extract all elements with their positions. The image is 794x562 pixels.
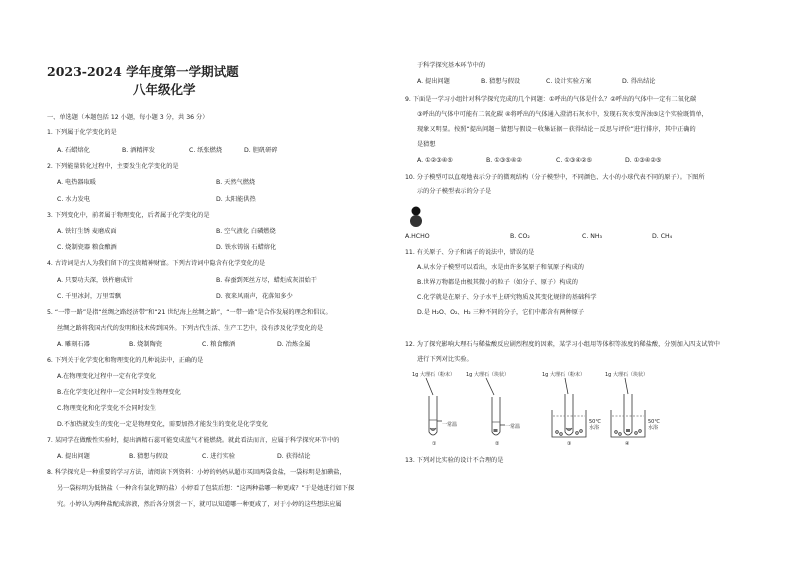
tube4-condition: 50℃ 水浴 [648, 419, 660, 431]
q7-option-c: C. 进行实验 [202, 453, 236, 460]
tube3-condition: 50℃ 水浴 [589, 419, 601, 431]
q4-option-b: B. 春蚕到死丝方尽，蜡炬成灰泪始干 [216, 277, 317, 284]
q3-stem: 3. 下列变化中，前者属于物理变化，后者属于化学变化的是 [47, 212, 210, 219]
q8-option-c: C. 设计实验方案 [546, 78, 592, 85]
q13-stem: 13. 下列对比实验的设计不合理的是 [405, 457, 504, 464]
q5-stem-line2: 丝绸之路将我国古代的发明和技术传到国外。下列古代生活、生产工艺中，没有涉及化学变化的是 [57, 325, 324, 332]
q3-option-b: B. 空气液化 白磷燃烧 [216, 228, 276, 235]
tube3-label: 1g 大理石（粉末） [542, 372, 585, 378]
q4-option-a: A. 只要功夫深，铁杵磨成针 [57, 277, 134, 284]
q8-option-b: B. 猜想与假设 [481, 78, 521, 85]
q2-option-d: D. 太阳能供热 [216, 196, 256, 203]
q11-stem: 11. 有关原子、分子和离子的说法中，错误的是 [405, 249, 535, 256]
q4-option-c: C. 千里冰封，万里雪飘 [57, 293, 121, 300]
q6-stem: 6. 下列关于化学变化和物理变化的几种说法中，正确的是 [47, 357, 204, 364]
q2-option-b: B. 天然气燃烧 [216, 179, 256, 186]
q2-option-c: C. 水力发电 [57, 196, 91, 203]
q10-option-c: C. NH₃ [582, 233, 603, 240]
q7-option-d: D. 获得结论 [277, 453, 311, 460]
q5-stem-line1: 5. “一带一路”是指“丝绸之路经济带”和“21 世纪海上丝绸之路”，“一带一路”是合作发展的理念和倡议。 [47, 309, 332, 316]
q2-option-a: A. 电热器取暖 [57, 179, 96, 186]
test-tube-3-water-bath [552, 378, 586, 437]
tube1-condition: 一常温 [442, 422, 458, 428]
q9-option-b: B. ①③⑤④② [486, 157, 522, 164]
q3-option-d: D. 铁水铸锅 石蜡熔化 [216, 244, 277, 251]
q6-option-d: D.不加热就发生的变化一定是物理变化，需要加热才能发生的变化是化学变化 [57, 421, 268, 428]
q6-option-a: A.在物理变化过程中一定有化学变化 [57, 373, 156, 380]
q5-option-b: B. 烧制陶瓷 [129, 341, 162, 348]
test-tube-1 [426, 378, 442, 435]
tube2-condition: 一常温 [505, 424, 521, 430]
q10-option-d: D. CH₄ [652, 233, 673, 240]
q4-stem: 4. 古诗词是古人为我们留下的宝贵精神财富。下列古诗词中隐含有化学变化的是 [47, 260, 266, 267]
q9-stem-line1: 9. 下面是一学习小组针对科学探究完成的几个问题：①呼出的气体是什么？②呼出的气体中一定有二氧化碳 [405, 96, 697, 103]
q10-stem-line1: 10. 分子模型可以直观地表示分子的微观结构（分子模型中，不同颜色、大小的小球代表不同的原子）。下图所 [405, 174, 705, 181]
q9-stem-line4: 是猜想 [417, 141, 436, 148]
q1-stem: 1. 下列属于化学变化的是 [47, 129, 117, 136]
test-tube-2 [486, 378, 505, 435]
q2-stem: 2. 下列能量转化过程中，主要发生化学变化的是 [47, 163, 179, 170]
q4-option-d: D. 夜来风雨声，花落知多少 [216, 293, 293, 300]
q11-option-d: D.是 H₂O、O₂、H₂ 三种不同的分子，它们中都含有两种原子 [417, 309, 585, 316]
tube4-number: ④ [625, 441, 630, 447]
q8-option-d: D. 得出结论 [622, 78, 656, 85]
q9-option-c: C. ①③④②⑤ [556, 157, 592, 164]
q8-stem-line3: 究。小婷认为两种盐配成溶液，然后各分别尝一下，就可以知道哪一种更咸了，对于小婷的这些想法应属 [57, 501, 342, 508]
q6-option-b: B.在化学变化过程中一定会同时发生物理变化 [57, 389, 181, 396]
q10-option-b: B. CO₂ [510, 233, 530, 240]
q9-stem-line3: 现象又明显。按照“提出问题－猜想与假设－收集证据－获得结论－反思与评价”进行排序，其中正确的 [417, 126, 696, 133]
q5-option-a: A. 雕刻石器 [57, 341, 90, 348]
exam-title: 2023-2024 学年度第一学期试题 [47, 64, 239, 79]
q1-option-b: B. 酒精挥发 [122, 147, 155, 154]
exam-subtitle: 八年级化学 [133, 82, 196, 97]
q6-option-c: C.物理变化和化学变化不会同时发生 [57, 405, 157, 412]
molecule-model-figure [410, 207, 422, 228]
q8-continued: 于科学探究基本环节中的 [417, 62, 486, 69]
tube1-label: 1g 大理石（粉末） [412, 372, 455, 378]
q8-stem-line1: 8. 科学探究是一种重要的学习方法，请阅读下列资料：小婷的妈妈从超市买回两袋食盐，一袋标明是加碘盐， [47, 469, 346, 476]
q1-option-a: A. 石蜡熔化 [57, 147, 90, 154]
q10-option-a: A.HCHO [405, 233, 430, 240]
tube1-number: ① [432, 441, 437, 447]
tube4-label: 1g 大理石（块状） [605, 372, 648, 378]
tube2-label: 1g 大理石（块状） [466, 372, 509, 378]
tube3-number: ③ [567, 441, 572, 447]
q7-stem: 7. 某同学在做酸性实验时，提出酒精石蕊可能变成蓝气才能燃烧。就此看法而言，应属于科学探究环节中的 [47, 437, 340, 444]
q11-option-c: C.化学就是在原子、分子水平上研究物质及其变化规律的基础科学 [417, 294, 597, 301]
q7-option-a: A. 提出问题 [57, 453, 90, 460]
test-tube-4-water-bath [611, 378, 645, 437]
q5-option-d: D. 冶炼金属 [277, 341, 311, 348]
q7-option-b: B. 猜想与假设 [129, 453, 169, 460]
q9-option-a: A. ①②③④⑤ [417, 157, 453, 164]
section-heading: 一、单选题（本题包括 12 小题，每小题 3 分，共 36 分） [47, 114, 209, 121]
q12-stem-line2: 进行下列对比实验。 [417, 356, 473, 363]
q3-option-a: A. 铁钉生锈 麦磨成面 [57, 228, 117, 235]
q9-option-d: D. ①③④②⑤ [625, 157, 662, 164]
q1-option-c: C. 纸张燃烧 [189, 147, 223, 154]
q8-option-a: A. 提出问题 [417, 78, 450, 85]
q11-option-a: A.从水分子模型可以看出，水是由许多氢原子和氧原子构成的 [417, 264, 584, 271]
q5-option-c: C. 粮食酿酒 [202, 341, 236, 348]
q12-stem-line1: 12. 为了探究影响大理石与稀盐酸反应剧烈程度的因素，某学习小组用等体积等浓度的稀盐酸，分别加入四支试管中 [405, 341, 720, 348]
q10-stem-line2: 示的分子模型表示的分子是 [417, 188, 492, 195]
tube2-number: ② [495, 441, 500, 447]
q9-stem-line2: ③呼出的气体中可能有二氧化碳 ④将呼出的气体通入澄清石灰水中，发现石灰水变浑浊⑤这个实验既简单， [417, 111, 708, 118]
q11-option-b: B.世界万物都是由极其微小的粒子（如分子、原子）构成的 [417, 279, 578, 286]
q8-stem-line2: 另一袋标明为低钠盐（一种含有氯化钾的盐）小婷看了包装后想：“这两种盐哪一种更咸？”于是她进行如下探 [57, 485, 355, 492]
q3-option-c: C. 烧制瓷器 粮食酿酒 [57, 244, 117, 251]
q1-option-d: D. 胆矾研碎 [244, 147, 278, 154]
